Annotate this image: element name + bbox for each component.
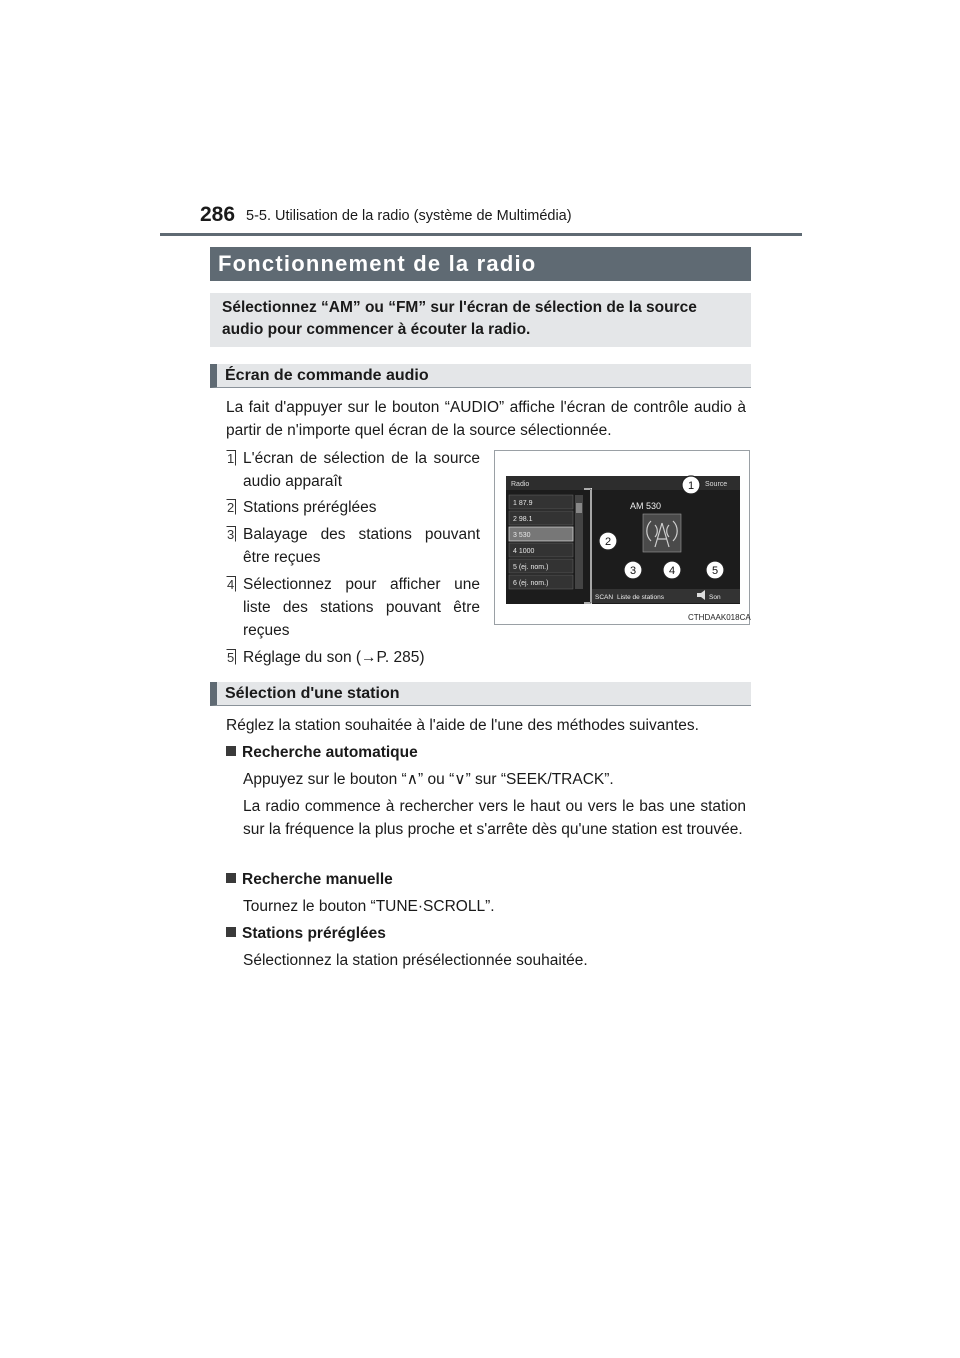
callout-5: 5 — [711, 565, 719, 577]
preset-3: 3 530 — [513, 532, 531, 539]
intro-box: Sélectionnez “AM” ou “FM” sur l'écran de sélection de la source audio pour commencer à écouter la radio. — [210, 293, 751, 347]
bullet-text: Tournez le bouton “TUNE·SCROLL”. — [243, 898, 495, 915]
bullet-title: Recherche manuelle — [242, 871, 393, 888]
number-5-icon — [226, 649, 236, 665]
figure-caption: CTHDAAK018CA — [688, 613, 751, 622]
list-item-text: Sélectionnez pour afficher une liste des stations pouvant être reçues — [243, 576, 480, 639]
callout-1: 1 — [687, 480, 695, 492]
preset-4: 4 1000 — [513, 548, 535, 555]
list-item-text: L'écran de sélection de la source audio apparaît — [243, 450, 480, 490]
list-item-text: Réglage du son (→P. 285) — [243, 649, 425, 666]
number-3-icon — [226, 526, 236, 542]
page-title: Fonctionnement de la radio — [210, 247, 751, 281]
number-4-icon — [226, 576, 236, 592]
scan-button-label: SCAN — [595, 594, 614, 601]
bullet-manual-search — [226, 868, 393, 891]
bullet-text: Sélectionnez la station présélectionnée souhaitée. — [243, 952, 588, 969]
radio-screen-illustration — [495, 451, 749, 624]
preset-5: 5 (ej. nom.) — [513, 564, 549, 571]
callout-3: 3 — [629, 565, 637, 577]
svg-text:2: 2 — [227, 500, 235, 515]
station-label: AM 530 — [630, 501, 662, 511]
bullet-title: Stations préréglées — [242, 925, 386, 942]
preset-6: 6 (ej. nom.) — [513, 580, 549, 587]
number-1-icon — [226, 450, 236, 466]
svg-text:4: 4 — [227, 577, 235, 592]
section-heading-audio-screen: Écran de commande audio — [210, 364, 751, 388]
source-label: Source — [705, 481, 728, 488]
station-list-label: Liste de stations — [617, 594, 664, 601]
sound-label: Son — [709, 594, 721, 601]
radio-screen-figure — [494, 450, 750, 625]
section2-paragraph: Réglez la station souhaitée à l'aide de l'une des méthodes suivantes. — [226, 717, 699, 734]
page-number: 286 — [200, 203, 236, 226]
preset-1: 1 87.9 — [513, 500, 533, 507]
list-item-text: Balayage des stations pouvant être reçues — [243, 526, 480, 566]
bullet-title: Recherche automatique — [242, 744, 418, 761]
square-bullet-icon — [226, 873, 236, 883]
number-2-icon — [226, 499, 236, 515]
screen-title: Radio — [511, 481, 530, 488]
svg-text:1: 1 — [227, 451, 235, 466]
callout-2: 2 — [604, 536, 612, 548]
svg-text:3: 3 — [227, 527, 235, 542]
list-item-text: Stations préréglées — [243, 499, 377, 516]
bullet-text: La radio commence à rechercher vers le haut ou vers le bas une station sur la fréquence la plus proche et s'arrête dès qu'une station est trouvée. — [243, 798, 746, 838]
chapter-title: 5-5. Utilisation de la radio (système de Multimédia) — [246, 208, 572, 224]
square-bullet-icon — [226, 927, 236, 937]
bullet-auto-search — [226, 741, 418, 764]
header-rule — [160, 233, 802, 236]
square-bullet-icon — [226, 746, 236, 756]
section1-paragraph: La fait d'appuyer sur le bouton “AUDIO” affiche l'écran de contrôle audio à partir de n'importe quel écran de la source sélectionnée. — [226, 399, 746, 439]
bullet-text: Appuyez sur le bouton “∧” ou “∨” sur “SEEK/TRACK”. — [243, 771, 614, 788]
preset-2: 2 98.1 — [513, 516, 533, 523]
bullet-preset-stations — [226, 922, 386, 945]
callout-4: 4 — [668, 565, 676, 577]
section-heading-station-selection: Sélection d'une station — [210, 682, 751, 706]
svg-text:5: 5 — [227, 650, 235, 665]
